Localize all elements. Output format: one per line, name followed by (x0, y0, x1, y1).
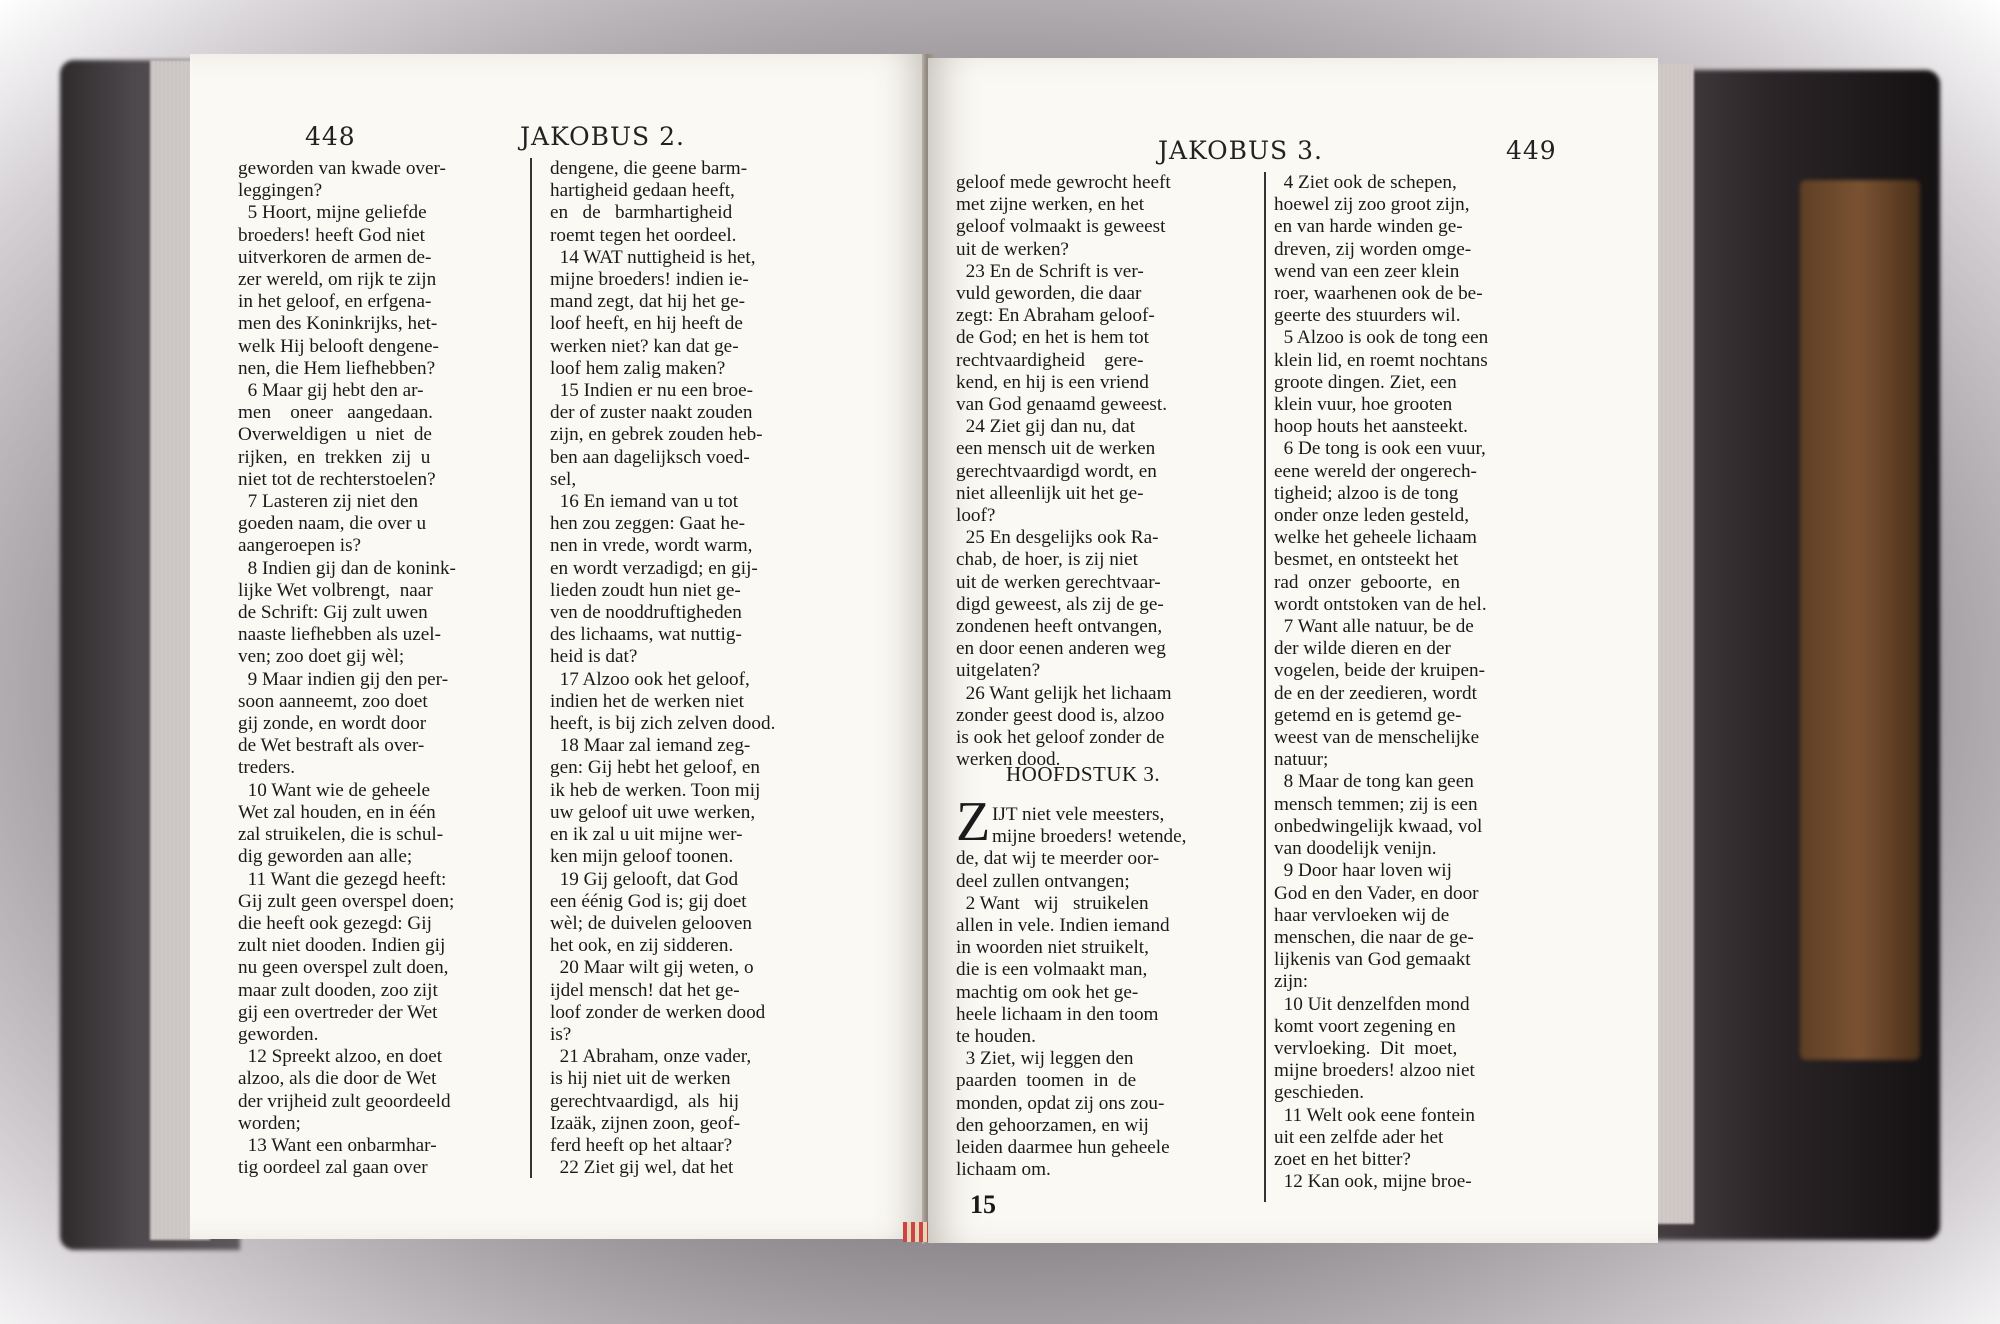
text-line: ben aan dagelijksch voed- (550, 446, 750, 468)
text-line: machtig om ook het ge- (956, 981, 1139, 1003)
text-line: mijne broeders! wetende, (992, 826, 1187, 848)
text-line: kend, en hij is een vriend (956, 371, 1149, 393)
text-line: men des Koninkrijks, het- (238, 313, 438, 335)
text-line: allen in vele. Indien iemand (956, 915, 1170, 937)
text-line: nen, die Hem liefhebben? (238, 357, 436, 379)
text-line: 13 Want een onbarmhar- (238, 1134, 437, 1156)
right-running-head: JAKOBUS 3. (1158, 136, 1323, 165)
text-line: eene wereld der ongerech- (1274, 460, 1477, 482)
text-line: 9 Maar indien gij den per- (238, 668, 449, 690)
text-line: 5 Alzoo is ook de tong een (1274, 327, 1489, 349)
text-line: die heeft ook gezegd: Gij (238, 912, 432, 934)
text-line: 6 Maar gij hebt den ar- (238, 380, 424, 402)
text-line: loof heeft, en hij heeft de (550, 313, 743, 335)
text-line: natuur; (1274, 749, 1329, 771)
left-page (190, 54, 926, 1239)
text-line: uit de werken? (956, 238, 1069, 260)
text-line: rad onzer geboorte, en (1274, 571, 1460, 593)
text-line: des lichaams, wat nuttig- (550, 624, 742, 646)
text-line: mand zegt, dat hij het ge- (550, 291, 746, 313)
text-line: hen zou zeggen: Gaat he- (550, 513, 745, 535)
text-line: wèl; de duivelen gelooven (550, 912, 752, 934)
text-line: de God; en het is hem tot (956, 327, 1149, 349)
text-line: loof? (956, 505, 996, 527)
text-line: werken dood. (956, 749, 1061, 771)
text-line: onder onze leden gesteld, (1274, 505, 1469, 527)
text-line: 20 Maar wilt gij weten, o (550, 957, 754, 979)
text-line: alzoo, als die door de Wet (238, 1068, 437, 1090)
text-line: besmet, en ontsteekt het (1274, 549, 1459, 571)
text-line: tigheid; alzoo is de tong (1274, 482, 1459, 504)
text-line: zal struikelen, die is schul- (238, 824, 444, 846)
text-line: vogelen, beide der kruipen- (1274, 660, 1485, 682)
text-line: 22 Ziet gij wel, dat het (550, 1157, 734, 1179)
text-line: deel zullen ontvangen; (956, 870, 1130, 892)
text-line: ijdel mensch! dat het ge- (550, 979, 740, 1001)
text-line: zoet en het bitter? (1274, 1148, 1411, 1170)
text-line: zer wereld, om rijk te zijn (238, 269, 437, 291)
text-line: zondenen heeft ontvangen, (956, 616, 1163, 638)
text-line: 8 Indien gij dan de konink- (238, 557, 456, 579)
text-line: nen in vrede, wordt warm, (550, 535, 753, 557)
text-line: 4 Ziet ook de schepen, (1274, 172, 1457, 193)
text-line: uit de werken gerechtvaar- (956, 571, 1161, 593)
text-line: God en den Vader, en door (1274, 882, 1479, 904)
right-page-column-1-chapter (956, 804, 1256, 1181)
text-line: de en der zeedieren, wordt (1274, 682, 1477, 704)
text-line: mijne broeders! alzoo niet (1274, 1060, 1475, 1082)
left-page-number: 448 (305, 122, 356, 151)
text-line: leggingen? (238, 180, 323, 202)
text-line: 6 De tong is ook een vuur, (1274, 438, 1486, 460)
text-line: zegt: En Abraham geloof- (956, 305, 1155, 327)
text-line: den gehoorzamen, en wij (956, 1114, 1149, 1136)
left-page-column-2 (550, 158, 850, 1179)
text-line: 8 Maar de tong kan geen (1274, 771, 1474, 793)
text-line: ferd heeft op het altaar? (550, 1134, 733, 1156)
text-line: 21 Abraham, onze vader, (550, 1046, 752, 1068)
text-line: klein lid, en roemt nochtans (1274, 349, 1488, 371)
text-line: loof zonder de werken dood (550, 1001, 766, 1023)
text-line: is ook het geloof zonder de (956, 727, 1165, 749)
text-line: 14 WAT nuttigheid is het, (550, 246, 756, 268)
text-line: 5 Hoort, mijne geliefde (238, 202, 427, 224)
text-line: 3 Ziet, wij leggen den (956, 1048, 1134, 1070)
text-line: der wilde dieren en der (1274, 638, 1451, 660)
text-line: de Wet bestraft als over- (238, 735, 425, 757)
text-line: die is een volmaakt man, (956, 959, 1148, 981)
text-line: nu geen overspel zult doen, (238, 957, 449, 979)
text-line: hoop houts het aansteekt. (1274, 416, 1468, 438)
text-line: 7 Want alle natuur, be de (1274, 616, 1474, 638)
text-line: geloof mede gewrocht heeft (956, 172, 1171, 193)
text-line: van doodelijk venijn. (1274, 838, 1437, 860)
text-line: naaste liefhebben als uzel- (238, 624, 441, 646)
text-line: hoewel zij zoo groot zijn, (1274, 194, 1470, 216)
chapter-heading: HOOFDSTUK 3. (1006, 762, 1161, 786)
text-line: 25 En desgelijks ook Ra- (956, 527, 1159, 549)
text-line: dreven, zij worden omge- (1274, 238, 1472, 260)
text-line: wend van een zeer klein (1274, 260, 1460, 282)
text-line: 17 Alzoo ook het geloof, (550, 668, 750, 690)
text-line: rechtvaardigheid gere- (956, 349, 1144, 371)
text-line: Overweldigen u niet de (238, 424, 432, 446)
text-line: 12 Kan ook, mijne broe- (1274, 1171, 1472, 1193)
text-line: broeders! heeft God niet (238, 224, 426, 246)
text-line: sel, (550, 468, 577, 490)
text-line: 26 Want gelijk het lichaam (956, 682, 1172, 704)
text-line: roemt tegen het oordeel. (550, 224, 737, 246)
text-line: de, dat wij te meerder oor- (956, 848, 1160, 870)
text-line: een éénig God is; gij doet (550, 890, 747, 912)
text-line: mensch temmen; zij is een (1274, 793, 1478, 815)
text-line: menschen, die naar de ge- (1274, 926, 1474, 948)
text-line: treders. (238, 757, 296, 779)
text-line: de Schrift: Gij zult uwen (238, 602, 428, 624)
text-line: geloof volmaakt is geweest (956, 216, 1166, 238)
text-line: 15 Indien er nu een broe- (550, 380, 753, 402)
text-line: gen: Gij hebt het geloof, en (550, 757, 760, 779)
text-line: is? (550, 1023, 572, 1045)
right-page-column-rule (1264, 172, 1266, 1202)
text-line: het ook, en zij sidderen. (550, 935, 734, 957)
text-line: en van harde winden ge- (1274, 216, 1463, 238)
text-line: maar zult dooden, zoo zijt (238, 979, 438, 1001)
text-line: geerte des stuurders wil. (1274, 305, 1461, 327)
text-line: in het geloof, en erfgena- (238, 291, 432, 313)
text-line: en door eenen anderen weg (956, 638, 1166, 660)
text-line: 11 Want die gezegd heeft: (238, 868, 447, 890)
text-line: vervloeking. Dit moet, (1274, 1037, 1458, 1059)
text-line: welk Hij belooft dengene- (238, 335, 439, 357)
text-line: lijkenis van God gemaakt (1274, 949, 1471, 971)
text-line: worden; (238, 1112, 301, 1134)
text-line: wordt ontstoken van de hel. (1274, 593, 1487, 615)
text-line: heeft, is bij zich zelven dood. (550, 713, 776, 735)
text-line: uitverkoren de armen de- (238, 246, 432, 268)
text-line: een mensch uit de werken (956, 438, 1156, 460)
text-line: en ik zal u uit mijne wer- (550, 824, 743, 846)
signature-mark: 15 (970, 1190, 996, 1219)
text-line: dengene, die geene barm- (550, 158, 748, 179)
text-line: vuld geworden, die daar (956, 283, 1142, 305)
right-page-number: 449 (1506, 136, 1557, 165)
text-line: 7 Lasteren zij niet den (238, 491, 419, 513)
text-line: men oneer aangedaan. (238, 402, 433, 424)
text-line: der of zuster naakt zouden (550, 402, 753, 424)
text-line: 23 En de Schrift is ver- (956, 260, 1144, 282)
text-line: 19 Gij gelooft, dat God (550, 868, 739, 890)
text-line: heele lichaam in den toom (956, 1003, 1159, 1025)
text-line: uw geloof uit uwe werken, (550, 801, 756, 823)
text-line: leiden daarmee hun geheele (956, 1137, 1170, 1159)
right-page (928, 58, 1658, 1243)
text-line: 11 Welt ook eene fontein (1274, 1104, 1475, 1126)
text-line: 10 Uit denzelfden mond (1274, 993, 1470, 1015)
text-line: geworden van kwade over- (238, 158, 446, 179)
text-line: roer, waarhenen ook de be- (1274, 283, 1483, 305)
text-line: getemd en is getemd ge- (1274, 704, 1462, 726)
text-line: van God genaamd geweest. (956, 394, 1167, 416)
text-line: loof hem zalig maken? (550, 357, 726, 379)
text-line: ven; zoo doet gij wèl; (238, 646, 405, 668)
text-line: te houden. (956, 1026, 1036, 1048)
text-line: groote dingen. Ziet, een (1274, 371, 1457, 393)
text-line: en wordt verzadigd; en gij- (550, 557, 758, 579)
text-line: zijn, en gebrek zouden heb- (550, 424, 763, 446)
text-line: indien het de werken niet (550, 690, 744, 712)
text-line: rijken, en trekken zij u (238, 446, 431, 468)
text-line: uit een zelfde ader het (1274, 1126, 1444, 1148)
text-line: in woorden niet struikelt, (956, 937, 1149, 959)
book-clasp-strap (1800, 180, 1920, 1060)
text-line: tig oordeel zal gaan over (238, 1157, 428, 1179)
text-line: digd geweest, als zij de ge- (956, 593, 1164, 615)
text-line: 18 Maar zal iemand zeg- (550, 735, 751, 757)
text-line: ven de nooddruftigheden (550, 602, 742, 624)
text-line: haar vervloeken wij de (1274, 904, 1450, 926)
text-line: onbedwingelijk kwaad, vol (1274, 815, 1483, 837)
text-line: geworden. (238, 1023, 319, 1045)
text-line: Wet zal houden, en in één (238, 801, 436, 823)
text-line: gij zonde, en wordt door (238, 713, 427, 735)
text-line: ken mijn geloof toonen. (550, 846, 734, 868)
text-line: paarden toomen in de (956, 1070, 1137, 1092)
text-line: aangeroepen is? (238, 535, 362, 557)
text-line: werken niet? kan dat ge- (550, 335, 739, 357)
text-line: lijke Wet volbrengt, naar (238, 579, 433, 601)
text-line: klein vuur, hoe grooten (1274, 394, 1453, 416)
text-line: niet alleenlijk uit het ge- (956, 482, 1144, 504)
text-line: Gij zult geen overspel doen; (238, 890, 455, 912)
text-line: 9 Door haar loven wij (1274, 860, 1452, 882)
right-page-column-1-top (956, 172, 1256, 771)
text-line: zijn: (1274, 971, 1309, 993)
text-line: goeden naam, die over u (238, 513, 427, 535)
text-line: dig geworden aan alle; (238, 846, 413, 868)
text-line: der vrijheid zult geoordeeld (238, 1090, 451, 1112)
text-line: heid is dat? (550, 646, 638, 668)
text-line: 24 Ziet gij dan nu, dat (956, 416, 1136, 438)
text-line: weest van de menschelijke (1274, 727, 1480, 749)
text-line: lichaam om. (956, 1159, 1051, 1181)
text-line: geschieden. (1274, 1082, 1365, 1104)
text-line: hartigheid gedaan heeft, (550, 180, 735, 202)
text-line: gerechtvaardigd wordt, en (956, 460, 1157, 482)
text-line: niet tot de rechterstoelen? (238, 468, 436, 490)
text-line: komt voort zegening en (1274, 1015, 1456, 1037)
text-line: 2 Want wij struikelen (956, 892, 1149, 914)
text-line: soon aanneemt, zoo doet (238, 690, 428, 712)
left-page-column-rule (530, 158, 532, 1178)
left-running-head: JAKOBUS 2. (520, 122, 685, 151)
text-line: gij een overtreder der Wet (238, 1001, 438, 1023)
text-line: met zijne werken, en het (956, 194, 1145, 216)
text-line: welke het geheele lichaam (1274, 527, 1477, 549)
text-line: Izaäk, zijnen zoon, geof- (550, 1112, 741, 1134)
text-line: en de barmhartigheid (550, 202, 733, 224)
text-line: 12 Spreekt alzoo, en doet (238, 1046, 443, 1068)
text-line: 10 Want wie de geheele (238, 779, 431, 801)
text-line: IJT niet vele meesters, (992, 804, 1165, 825)
drop-cap: Z (956, 791, 991, 853)
left-page-column-1 (238, 158, 518, 1179)
text-line: uitgelaten? (956, 660, 1041, 682)
text-line: mijne broeders! indien ie- (550, 269, 749, 291)
text-line: ik heb de werken. Toon mij (550, 779, 761, 801)
text-line: gerechtvaardigd, als hij (550, 1090, 740, 1112)
text-line: is hij niet uit de werken (550, 1068, 731, 1090)
text-line: monden, opdat zij ons zou- (956, 1092, 1165, 1114)
right-page-column-2 (1274, 172, 1594, 1193)
text-line: chab, de hoer, is zij niet (956, 549, 1138, 571)
text-line: 16 En iemand van u tot (550, 491, 739, 513)
text-line: zult niet dooden. Indien gij (238, 935, 446, 957)
text-line: zonder geest dood is, alzoo (956, 704, 1165, 726)
text-line: lieden zoudt hun niet ge- (550, 579, 741, 601)
